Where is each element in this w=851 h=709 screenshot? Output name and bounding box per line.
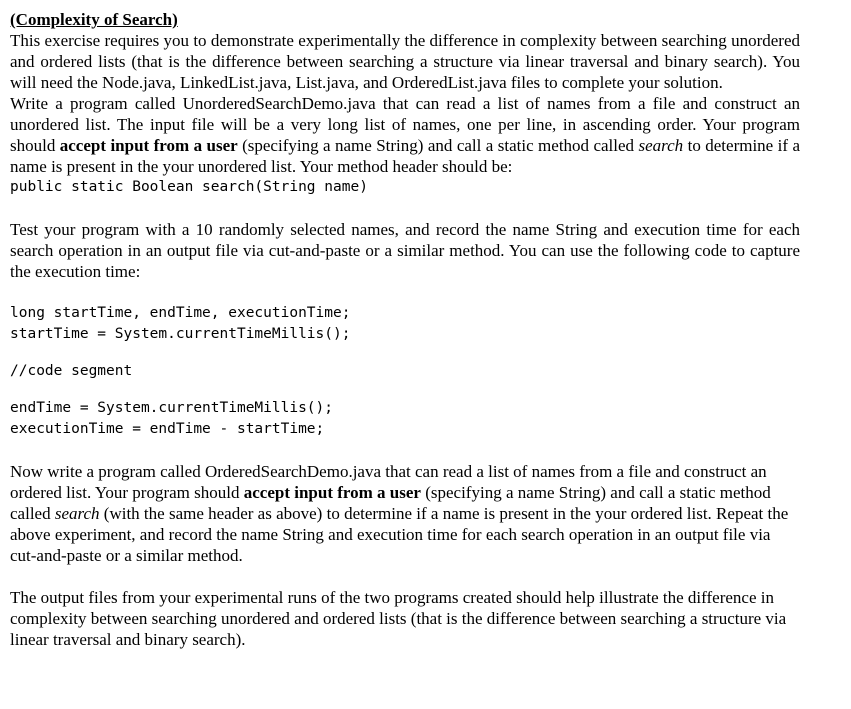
spacer (10, 345, 800, 361)
ordered-bold-text: accept input from a user (243, 483, 421, 502)
code-line-execution-time: executionTime = endTime - startTime; (10, 421, 325, 437)
unordered-paragraph (10, 93, 800, 177)
code-line-comment: //code segment (10, 363, 133, 379)
unordered-italic-text: search (638, 136, 684, 155)
spacer (10, 382, 800, 398)
unordered-text-2: (specifying a name String) and call a static method called (237, 136, 639, 155)
ordered-text-1: Now write a program called OrderedSearchDemo.java that can read a list of names from a file and construct an ordered list. Your program should (10, 462, 767, 502)
document-page (10, 9, 800, 650)
ordered-text-2: (specifying a name String) and call a static method called (10, 483, 771, 523)
ordered-paragraph (10, 461, 800, 566)
conclusion-paragraph: The output files from your experimental runs of the two programs created should help illustrate the difference in complexity between searching unordered and ordered lists (that is the difference between searching a structure via linear traversal and binary search). (10, 588, 787, 649)
ordered-text-3: (with the same header as above) to determine if a name is present in the your ordered list. Repeat the above experiment, and record the name String and execution time for each search operation in an output file via cut-and-paste or a similar method. (10, 504, 789, 565)
test-paragraph: Test your program with a 10 randomly selected names, and record the name String and execution time for each search operation in an output file via cut-and-paste or a similar method. You can use the following code to capture the execution time: (10, 220, 800, 281)
ordered-italic-text: search (54, 504, 100, 523)
unordered-bold-text: accept input from a user (59, 136, 238, 155)
code-line-end-time: endTime = System.currentTimeMillis(); (10, 400, 334, 416)
method-header-code: public static Boolean search(String name) (10, 179, 368, 195)
code-line-declare: long startTime, endTime, executionTime; (10, 305, 351, 321)
spacer (10, 566, 800, 587)
unordered-text-3: to determine if a name is present in the your unordered list. Your method header should be: (10, 136, 800, 176)
spacer (10, 440, 800, 461)
spacer (10, 282, 800, 303)
code-line-start-time: startTime = System.currentTimeMillis(); (10, 326, 351, 342)
intro-paragraph: This exercise requires you to demonstrate experimentally the difference in complexity between searching unordered and ordered lists (that is the difference between searching a structure via linear traversal and binary search). You will need the Node.java, LinkedList.java, List.java, and OrderedList.java files to complete your solution. (10, 31, 800, 92)
document-title: (Complexity of Search) (10, 10, 178, 29)
spacer (10, 198, 800, 219)
unordered-text-1: Write a program called UnorderedSearchDemo.java that can read a list of names from a file and construct an unordered list. The input file will be a very long list of names, one per line, in ascending order. Your program should (10, 94, 800, 155)
